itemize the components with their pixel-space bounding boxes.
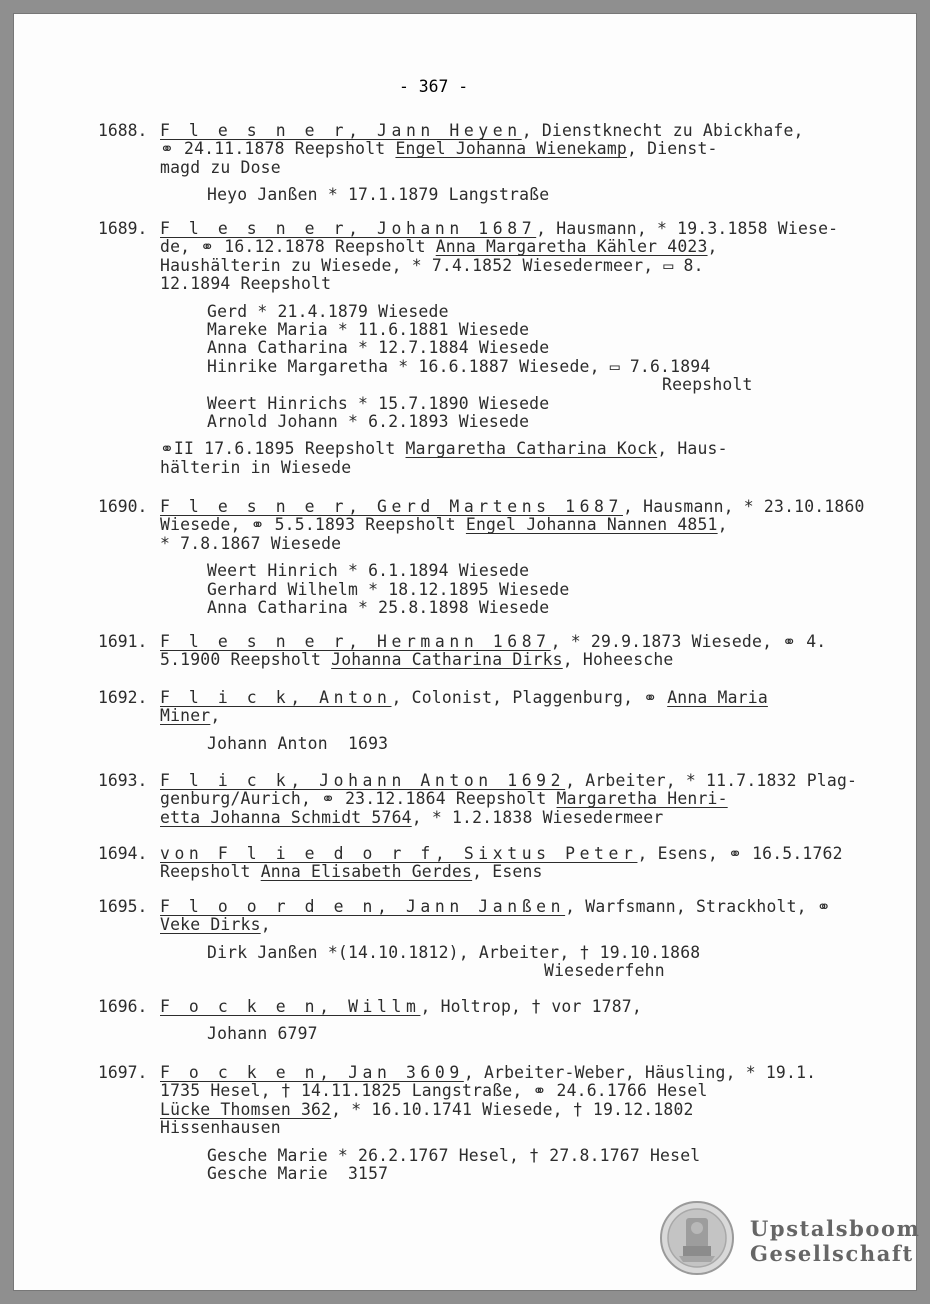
text-span: , Dienstknecht zu Abickhafe, bbox=[521, 121, 804, 140]
entry-number: 1696. bbox=[98, 997, 148, 1016]
child-entry: Weert Hinrich * 6.1.1894 Wiesede bbox=[207, 561, 530, 581]
text-line bbox=[160, 998, 642, 1016]
text-span: Hissenhausen bbox=[160, 1118, 281, 1138]
logo-line-1: Upstalsboom bbox=[750, 1216, 921, 1241]
underlined-name: Miner bbox=[160, 706, 211, 726]
underlined-name: Veke Dirks bbox=[160, 915, 261, 935]
text-line bbox=[160, 689, 768, 707]
text-span: , Holtrop, † vor 1787, bbox=[420, 997, 642, 1016]
text-line bbox=[160, 516, 728, 534]
underlined-name: F l e s n e r, Gerd Martens 1687 bbox=[160, 497, 623, 516]
text-span: , bbox=[260, 915, 271, 935]
underlined-name: Margaretha Henri- bbox=[556, 789, 728, 809]
text-span: ⚭II 17.6.1895 Reepsholt bbox=[160, 439, 406, 459]
underlined-name: Margaretha Catharina Kock bbox=[405, 439, 658, 459]
child-entry: Gesche Marie 3157 bbox=[207, 1164, 389, 1183]
text-span: Reepsholt bbox=[160, 862, 261, 882]
underlined-name: F l i c k, Anton bbox=[160, 688, 392, 707]
text-line bbox=[160, 1119, 281, 1137]
text-span: , Arbeiter, * 11.7.1832 Plag- bbox=[565, 771, 858, 790]
genealogy-entries bbox=[14, 14, 916, 1290]
text-line bbox=[160, 898, 831, 916]
text-line bbox=[160, 238, 718, 256]
child-entry: Anna Catharina * 25.8.1898 Wiesede bbox=[207, 598, 550, 617]
text-line bbox=[160, 1064, 816, 1082]
text-span: , bbox=[717, 515, 728, 535]
text-span: 1735 Hesel, † 14.11.1825 Langstraße, ⚭ 24.6.1766 Hesel bbox=[160, 1081, 708, 1101]
text-span: Haushälterin zu Wiesede, * 7.4.1852 Wiesedermeer, ▭ 8. bbox=[160, 255, 704, 275]
text-span: , Warfsmann, Strackholt, ⚭ bbox=[565, 897, 831, 916]
text-span: , Haus- bbox=[657, 439, 728, 459]
underlined-name: etta Johanna Schmidt 5764 bbox=[160, 807, 412, 827]
underlined-name: F l e s n e r, Jann Heyen bbox=[160, 121, 522, 140]
text-line bbox=[160, 257, 704, 275]
child-entry: Dirk Janßen *(14.10.1812), Arbeiter, † 19.10.1868 bbox=[207, 942, 701, 962]
entry-number: 1689. bbox=[98, 219, 148, 238]
document-page bbox=[14, 14, 921, 1290]
text-line bbox=[160, 498, 865, 516]
entry-number: 1693. bbox=[98, 771, 148, 790]
text-line bbox=[160, 1082, 708, 1100]
child-entry: Johann Anton 1693 bbox=[207, 733, 389, 753]
society-seal-icon bbox=[659, 1200, 735, 1276]
text-span: , * 1.2.1838 Wiesedermeer bbox=[411, 807, 664, 827]
text-span: , Dienst- bbox=[627, 139, 718, 159]
text-span: 5.1900 Reepsholt bbox=[160, 650, 332, 670]
underlined-name: von F l i e d o r f, Sixtus Peter bbox=[160, 844, 638, 863]
underlined-name: F l e s n e r, Hermann 1687 bbox=[160, 632, 551, 651]
underlined-name: Engel Johanna Wienekamp bbox=[395, 139, 628, 159]
text-line bbox=[160, 707, 220, 725]
underlined-name: Johanna Catharina Dirks bbox=[331, 650, 563, 670]
text-span: , Esens, ⚭ 16.5.1762 bbox=[637, 844, 843, 863]
child-entry: Anna Catharina * 12.7.1884 Wiesede bbox=[207, 338, 550, 358]
child-entry: Johann 6797 bbox=[207, 1024, 318, 1044]
child-entry: Gerhard Wilhelm * 18.12.1895 Wiesede bbox=[207, 579, 570, 599]
underlined-name: Anna Elisabeth Gerdes bbox=[260, 862, 473, 882]
text-line bbox=[160, 122, 804, 140]
entry-number: 1691. bbox=[98, 632, 148, 651]
text-span: , Hoheesche bbox=[562, 650, 674, 670]
child-entry: Gesche Marie * 26.2.1767 Hesel, † 27.8.1767 Hesel bbox=[207, 1145, 701, 1165]
text-line bbox=[160, 790, 728, 808]
text-line bbox=[160, 772, 857, 790]
child-entry: Mareke Maria * 11.6.1881 Wiesede bbox=[207, 320, 530, 339]
underlined-name: F o c k e n, Willm bbox=[160, 997, 421, 1016]
entry-number: 1695. bbox=[98, 897, 148, 916]
text-span: * 7.8.1867 Wiesede bbox=[160, 533, 342, 553]
child-entry: Reepsholt bbox=[662, 375, 753, 395]
text-span: , Esens bbox=[472, 862, 543, 882]
underlined-name: F l o o r d e n, Jann Janßen bbox=[160, 897, 566, 916]
text-line bbox=[160, 159, 281, 177]
text-line bbox=[160, 863, 543, 881]
child-entry: Hinrike Margaretha * 16.6.1887 Wiesede, ▭ 7.6.1894 bbox=[207, 356, 711, 376]
text-span: , * 29.9.1873 Wiesede, ⚭ 4. bbox=[550, 632, 827, 651]
entry-number: 1688. bbox=[98, 121, 148, 140]
entry-number: 1697. bbox=[98, 1063, 148, 1082]
child-entry: Arnold Johann * 6.2.1893 Wiesede bbox=[207, 412, 530, 431]
child-entry: Weert Hinrichs * 15.7.1890 Wiesede bbox=[207, 393, 550, 413]
text-line bbox=[160, 535, 341, 553]
underlined-name: Anna Maria bbox=[667, 688, 768, 707]
text-span: , bbox=[707, 237, 718, 257]
text-span: Wiesede, ⚭ 5.5.1893 Reepsholt bbox=[160, 515, 466, 535]
society-logo-text bbox=[750, 1216, 920, 1266]
text-line bbox=[160, 1101, 694, 1119]
text-line bbox=[160, 275, 331, 293]
text-span: , bbox=[210, 706, 221, 726]
logo-line-2: Gesellschaft bbox=[750, 1241, 914, 1266]
text-span: , Colonist, Plaggenburg, ⚭ bbox=[391, 688, 668, 707]
text-span: ⚭ 24.11.1878 Reepsholt bbox=[160, 139, 396, 159]
page-number: - 367 - bbox=[399, 77, 469, 96]
text-span: de, ⚭ 16.12.1878 Reepsholt bbox=[160, 237, 436, 257]
underlined-name: F o c k e n, Jan 3609 bbox=[160, 1063, 464, 1082]
text-span: hälterin in Wiesede bbox=[160, 457, 352, 477]
text-line bbox=[160, 633, 826, 651]
text-span: genburg/Aurich, ⚭ 23.12.1864 Reepsholt bbox=[160, 789, 557, 809]
underlined-name: Anna Margaretha Kähler 4023 bbox=[435, 237, 708, 257]
text-line bbox=[160, 845, 843, 863]
child-entry: Heyo Janßen * 17.1.1879 Langstraße bbox=[207, 185, 550, 205]
text-span: , Arbeiter-Weber, Häusling, * 19.1. bbox=[463, 1063, 817, 1082]
text-line bbox=[160, 440, 728, 458]
underlined-name: Lücke Thomsen 362 bbox=[160, 1099, 332, 1119]
entry-number: 1692. bbox=[98, 688, 148, 707]
text-span: magd zu Dose bbox=[160, 157, 281, 177]
child-entry: Gerd * 21.4.1879 Wiesede bbox=[207, 301, 449, 321]
text-line bbox=[160, 651, 673, 669]
text-line bbox=[160, 459, 351, 477]
text-span: , Hausmann, * 23.10.1860 bbox=[622, 497, 865, 516]
underlined-name: F l i c k, Johann Anton 1692 bbox=[160, 771, 566, 790]
text-line bbox=[160, 916, 271, 934]
text-line bbox=[160, 140, 718, 158]
underlined-name: F l e s n e r, Johann 1687 bbox=[160, 219, 537, 238]
entry-number: 1694. bbox=[98, 844, 148, 863]
text-line bbox=[160, 809, 663, 827]
text-span: 12.1894 Reepsholt bbox=[160, 274, 332, 294]
underlined-name: Engel Johanna Nannen 4851 bbox=[465, 515, 718, 535]
entry-number: 1690. bbox=[98, 497, 148, 516]
text-line bbox=[160, 220, 838, 238]
text-span: , Hausmann, * 19.3.1858 Wiese- bbox=[536, 219, 839, 238]
text-span: , * 16.10.1741 Wiesede, † 19.12.1802 bbox=[331, 1099, 694, 1119]
child-entry: Wiesederfehn bbox=[544, 961, 665, 981]
